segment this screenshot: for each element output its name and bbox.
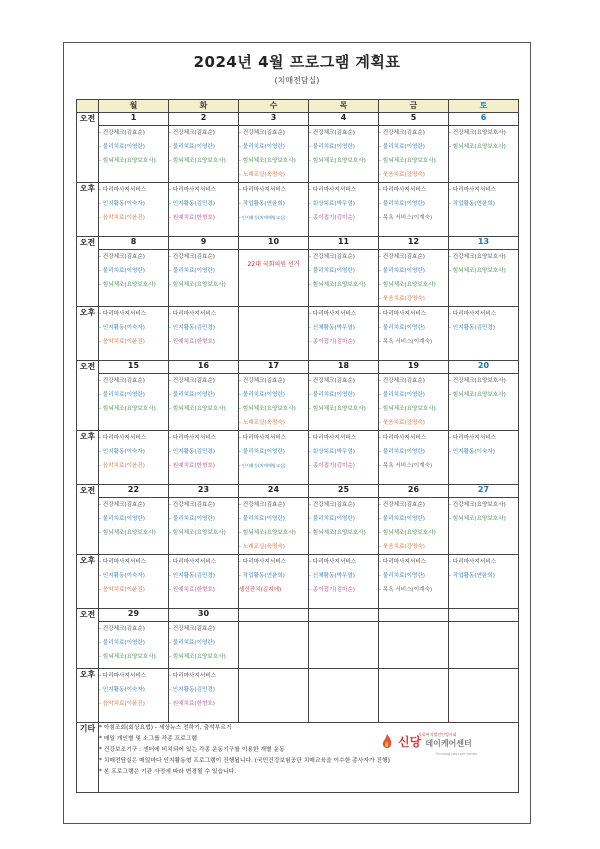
activity-item: - 힘뇌체조(요양보호사) [309,158,366,164]
activity-item: - 다리마사지서비스 [239,187,287,193]
am-slot [239,250,309,307]
date-number: 27 [449,485,519,498]
am-slot [379,126,449,183]
activity-item: - 물리치료(이영란) [239,449,285,455]
date-number: 12 [379,237,449,250]
activity-item: - 다리마사지서비스 [449,311,497,317]
am-label: 오전 [77,237,99,307]
activity-item: - 인지활동(이숙자) [99,201,145,207]
activity-item: - 다리마사지서비스 [379,435,427,441]
date-number: 22 [99,485,169,498]
activity-item: - 건강체크(김효순) [169,502,215,508]
center-logo [380,729,510,757]
extra-label: 기타 [77,723,99,793]
pm-slot [309,307,379,361]
am-label: 오전 [77,609,99,669]
pm-slot [449,431,519,485]
activity-item: - 종이접기(김미순) [309,587,355,593]
activity-item: - 목욕 서비스(이계숙) [379,215,433,221]
date-number: 1 [99,113,169,126]
activity-item: - 건강체크(김효순) [99,502,145,508]
activity-item: - 물리치료(이영란) [239,144,285,150]
activity-item: - 다리마사지서비스 [169,435,217,441]
activity-item: - 힘뇌체조(요양보호사) [99,406,156,412]
pm-slot [309,669,379,723]
activity-item: - 다리마사지서비스 [99,311,147,317]
activity-item: - 인지활동(이숙자) [99,325,145,331]
pm-slot [99,307,169,361]
activity-item: - 건강체크(김효순) [169,130,215,136]
am-slot [169,498,239,555]
date-number: 25 [309,485,379,498]
activity-item: - 목욕 서비스(이계숙) [379,587,433,593]
date-number: 15 [99,361,169,374]
pm-slot [379,669,449,723]
activity-item: - 물리치료(이영란) [169,268,215,274]
am-slot [239,126,309,183]
am-slot [169,126,239,183]
activity-item: - 물리치료(이영란) [379,144,425,150]
activity-item: - 물리치료(이영란) [309,516,355,522]
date-number: 6 [449,113,519,126]
activity-item: - 힘뇌체조(요양보호사) [379,158,436,164]
activity-item: - 인지활동(치매예방교실) [239,215,286,220]
activity-item: - 힘뇌체조(요양보호사) [449,144,506,150]
activity-item: - 건강체크(요양보호사) [449,502,506,508]
activity-item: - 다리마사지서비스 [379,311,427,317]
activity-item: - 다리마사지서비스 [309,559,357,565]
activity-item: - 다리마사지서비스 [449,559,497,565]
activity-item: - 인지활동(김민경) [449,325,495,331]
pm-slot [239,431,309,485]
day-header-fri: 금 [379,100,449,113]
pm-slot [449,669,519,723]
pm-slot [169,183,239,237]
activity-item: - 힘뇌체조(요양보호사) [379,282,436,288]
activity-item: - 물리치료(이영란) [379,201,425,207]
activity-item: - 물리치료(이영란) [99,144,145,150]
logo-english: Sindang daycare center [436,752,478,756]
activity-item: - 음악치료(이윤진) [99,339,145,345]
activity-item: - 다리마사지서비스 [169,187,217,193]
activity-item: - 힘뇌체조(요양보호사) [309,282,366,288]
activity-item: - 물리치료(이영란) [309,144,355,150]
activity-item: - 노래교실(육명숙) [239,544,285,550]
activity-item: - 원예치료(한형호) [169,339,215,345]
activity-item: - 원예치료(한형호) [169,463,215,469]
activity-item: - 다리마사지서비스 [169,311,217,317]
am-slot [379,498,449,555]
activity-item: - 원예치료(한형호) [169,701,215,707]
date-number: 8 [99,237,169,250]
am-slot [379,622,449,669]
activity-item: - 물리치료(이영란) [379,573,425,579]
am-label: 오전 [77,485,99,555]
activity-item: - 원예치료(한형호) [169,215,215,221]
am-slot [309,498,379,555]
activity-item: - 힘뇌체조(요양보호사) [449,268,506,274]
schedule-table [76,99,519,793]
activity-item: - 종이접기(김미순) [309,215,355,221]
activity-item: - 인지활동(김민경) [169,325,215,331]
activity-item: - 건강체크(김효순) [239,378,285,384]
am-slot [239,374,309,431]
pm-label: 오후 [77,183,99,237]
date-number: 5 [379,113,449,126]
date-number: 24 [239,485,309,498]
activity-item: - 물리치료(이영란) [99,268,145,274]
flame-logo-icon [380,733,394,751]
am-label: 오전 [77,113,99,183]
pm-slot [99,669,169,723]
activity-item: - 종이접기(김미순) [309,339,355,345]
activity-item: - 작업활동(연윤희) [449,201,495,207]
date-number: 29 [99,609,169,622]
activity-item: - 물리치료(이영란) [379,325,425,331]
activity-item: - 건강체크(김효순) [379,254,425,260]
am-slot [449,622,519,669]
pm-slot [239,307,309,361]
activity-item: - 힘뇌체조(요양보호사) [239,530,296,536]
date-number: 18 [309,361,379,374]
activity-item: - 음악치료(이윤진) [99,215,145,221]
pm-slot [99,183,169,237]
activity-item: - 물리치료(이영란) [169,392,215,398]
activity-item: - 건강체크(김효순) [99,130,145,136]
pm-slot [379,555,449,609]
activity-item: - 회상치료(박무열) [309,449,355,455]
activity-item: - 물리치료(이영란) [239,392,285,398]
pm-slot [169,555,239,609]
am-slot [449,374,519,431]
note-line: * 본 프로그램은 기관 사정에 따라 변경될 수 있습니다. [99,769,237,775]
am-slot [169,374,239,431]
am-slot [309,126,379,183]
am-slot [99,498,169,555]
logo-name: 신당 데이케어센터 [398,735,472,749]
activity-item: - 인지활동(치매예방교실) [239,463,286,468]
header-corner [77,100,99,113]
date-number: 30 [169,609,239,622]
activity-item: - 힘뇌체조(요양보호사) [169,530,226,536]
activity-item: - 작업활동(연윤희) [449,573,495,579]
activity-item: - 건강체크(김효순) [169,254,215,260]
activity-item: - 물리치료(이영란) [169,144,215,150]
activity-item: - 물리치료(이영란) [239,516,285,522]
am-label: 오전 [77,361,99,431]
activity-item: - 다리마사지서비스 [239,435,287,441]
activity-item: - 건강체크(김효순) [239,502,285,508]
pm-label: 오후 [77,669,99,723]
am-slot [449,126,519,183]
activity-item: - 작업활동(연윤희) [239,573,285,579]
date-number: 23 [169,485,239,498]
date-number: 10 [239,237,309,250]
note-line: * 아침조회(회상요법) - 세상뉴스 전하기, 출석부르기 [99,725,232,731]
activity-item: - 음악치료(이윤진) [99,463,145,469]
activity-item: - 힘뇌체조(요양보호사) [309,530,366,536]
activity-item: - 다리마사지서비스 [99,673,147,679]
am-slot [169,250,239,307]
day-header-sat: 토 [449,100,519,113]
date-number [449,609,519,622]
pm-slot [449,307,519,361]
activity-item: - 인지활동(이숙자) [99,449,145,455]
activity-item: - 다리마사지서비스 [379,187,427,193]
notes-cell [99,723,519,793]
activity-item: - 건강체크(김효순) [379,502,425,508]
pm-slot [99,555,169,609]
am-slot [379,250,449,307]
date-number: 4 [309,113,379,126]
pm-slot [239,669,309,723]
activity-item: - 인지활동(김민경) [169,201,215,207]
pm-slot [169,307,239,361]
activity-item: - 다리마사지서비스 [99,187,147,193]
day-header-mon: 월 [99,100,169,113]
activity-item: - 웃음치료(강명숙) [379,296,425,302]
pm-slot [169,431,239,485]
activity-item: - 다리마사지서비스 [99,435,147,441]
activity-item: - 노래교실(육명숙) [239,172,285,178]
pm-slot [309,431,379,485]
activity-item: - 원예치료(한형호) [169,587,215,593]
date-number: 3 [239,113,309,126]
pm-slot [379,431,449,485]
activity-item: - 힘뇌체조(요양보호사) [99,530,156,536]
activity-item: - 힘뇌체조(요양보호사) [169,654,226,660]
activity-item: - 인지활동(이숙자) [449,449,495,455]
activity-item: - 물리치료(이영란) [309,392,355,398]
activity-item: - 물리치료(이영란) [169,516,215,522]
am-slot [99,126,169,183]
activity-item: - 인지활동(이숙자) [99,573,145,579]
date-number: 20 [449,361,519,374]
activity-item: - 신체활동(박무열) [309,573,355,579]
activity-item: - 건강체크(김효순) [309,130,355,136]
pm-slot [449,555,519,609]
am-slot [309,622,379,669]
activity-item: - 물리치료(이영란) [379,268,425,274]
date-number: 2 [169,113,239,126]
activity-item: - 노래교실(육명숙) [239,420,285,426]
schedule-sheet [63,42,531,824]
activity-item: - 힘뇌체조(요양보호사) [99,282,156,288]
pm-slot [239,183,309,237]
activity-item: - 물리치료(이영란) [379,449,425,455]
activity-item: - 다리마사지서비스 [449,435,497,441]
activity-item: - 건강체크(김효순) [309,502,355,508]
am-slot [99,622,169,669]
activity-item: - 웃음치료(강명숙) [379,172,425,178]
activity-item: - 힘뇌체조(요양보호사) [449,392,506,398]
activity-item: - 신체활동(박무열) [309,325,355,331]
activity-item: - 물리치료(이영란) [99,640,145,646]
activity-item: - 힘뇌체조(요양보호사) [169,282,226,288]
activity-item: - 웃음치료(강명숙) [379,420,425,426]
activity-item: - 인지활동(김민경) [169,687,215,693]
day-header-thu: 목 [309,100,379,113]
activity-item: - 다리마사지서비스 [379,559,427,565]
activity-item: - 인지활동(이숙자) [99,687,145,693]
am-slot [309,374,379,431]
activity-item: - 힘뇌체조(요양보호사) [449,516,506,522]
am-slot [379,374,449,431]
date-number [309,609,379,622]
activity-item: - 물리치료(이영란) [379,392,425,398]
activity-item: - 다리마사지서비스 [309,435,357,441]
date-number: 11 [309,237,379,250]
activity-item: 생신잔치(김지애) [239,587,282,593]
activity-item: - 음악치료(이윤진) [99,701,145,707]
date-number [379,609,449,622]
pm-slot [169,669,239,723]
pm-slot [379,307,449,361]
activity-item: - 물리치료(이영란) [99,392,145,398]
logo-org: 사회복지법인인정사회 [418,732,457,737]
activity-item: - 힘뇌체조(요양보호사) [169,406,226,412]
am-slot [239,622,309,669]
date-number: 13 [449,237,519,250]
am-slot [309,250,379,307]
activity-item: 22대 국회의원 선거 [247,261,300,268]
activity-item: - 건강체크(김효순) [379,378,425,384]
activity-item: - 건강체크(요양보호사) [449,378,506,384]
activity-item: - 힘뇌체조(요양보호사) [99,654,156,660]
activity-item: - 건강체크(김효순) [99,254,145,260]
activity-item: - 건강체크(김효순) [99,626,145,632]
activity-item: - 다리마사지서비스 [309,187,357,193]
activity-item: - 건강체크(김효순) [239,130,285,136]
activity-item: - 음악치료(이윤진) [99,587,145,593]
activity-item: - 작업활동(연윤희) [239,201,285,207]
activity-item: - 건강체크(김효순) [99,378,145,384]
activity-item: - 건강체크(요양보호사) [449,254,506,260]
day-header-wed: 수 [239,100,309,113]
pm-slot [309,555,379,609]
pm-label: 오후 [77,307,99,361]
activity-item: - 건강체크(김효순) [169,626,215,632]
activity-item: - 건강체크(요양보호사) [449,130,506,136]
activity-item: - 인지활동(김민경) [169,573,215,579]
note-line: * 매일 개인별 및 소그룹 각종 프로그램 [99,736,197,742]
pm-label: 오후 [77,555,99,609]
am-slot [449,250,519,307]
date-number: 17 [239,361,309,374]
am-slot [99,250,169,307]
activity-item: - 다리마사지서비스 [449,187,497,193]
activity-item: - 인지활동(김민경) [169,449,215,455]
activity-item: - 종이접기(김미순) [309,463,355,469]
activity-item: - 다리마사지서비스 [169,673,217,679]
activity-item: - 건강체크(김효순) [169,378,215,384]
activity-item: - 목욕 서비스(이계숙) [379,463,433,469]
am-slot [449,498,519,555]
note-line: * 치매전담실은 매일마다 인지활동형 프로그램이 진행됩니다. (국민건강보험공단 치매교육을 이수한 종사자가 진행) [99,758,390,764]
page-subtitle: (치매전담실) [274,76,320,85]
page-title: 2024년 4월 프로그램 계획표 [193,53,401,71]
activity-item: - 물리치료(이영란) [309,268,355,274]
date-number: 19 [379,361,449,374]
activity-item: - 다리마사지서비스 [309,311,357,317]
day-header-tue: 화 [169,100,239,113]
activity-item: - 다리마사지서비스 [239,559,287,565]
am-slot [99,374,169,431]
activity-item: - 목욕 서비스(이계숙) [379,339,433,345]
date-number: 26 [379,485,449,498]
pm-slot [309,183,379,237]
activity-item: - 웃음치료(강명숙) [379,544,425,550]
date-number: 9 [169,237,239,250]
activity-item: - 물리치료(이영란) [99,516,145,522]
note-line: * 건강보조기구 : 센터에 비치되어 있는 각종 운동기구를 이용한 개별 운동 [99,747,285,753]
activity-item: - 힘뇌체조(요양보호사) [239,158,296,164]
activity-item: - 건강체크(김효순) [309,378,355,384]
activity-item: - 힘뇌체조(요양보호사) [309,406,366,412]
activity-item: - 힘뇌체조(요양보호사) [169,158,226,164]
am-slot [169,622,239,669]
date-number [239,609,309,622]
activity-item: - 힘뇌체조(요양보호사) [379,530,436,536]
pm-slot [239,555,309,609]
pm-slot [449,183,519,237]
activity-item: - 물리치료(이영란) [169,640,215,646]
activity-item: - 힘뇌체조(요양보호사) [99,158,156,164]
activity-item: - 회상치료(박무열) [309,201,355,207]
activity-item: - 물리치료(이영란) [379,516,425,522]
pm-label: 오후 [77,431,99,485]
pm-slot [379,183,449,237]
pm-slot [99,431,169,485]
activity-item: - 힘뇌체조(요양보호사) [379,406,436,412]
date-number: 16 [169,361,239,374]
activity-item: - 다리마사지서비스 [169,559,217,565]
activity-item: - 힘뇌체조(요양보호사) [239,406,296,412]
am-slot [239,498,309,555]
activity-item: - 건강체크(김효순) [379,130,425,136]
activity-item: - 건강체크(김효순) [309,254,355,260]
activity-item: - 다리마사지서비스 [99,559,147,565]
